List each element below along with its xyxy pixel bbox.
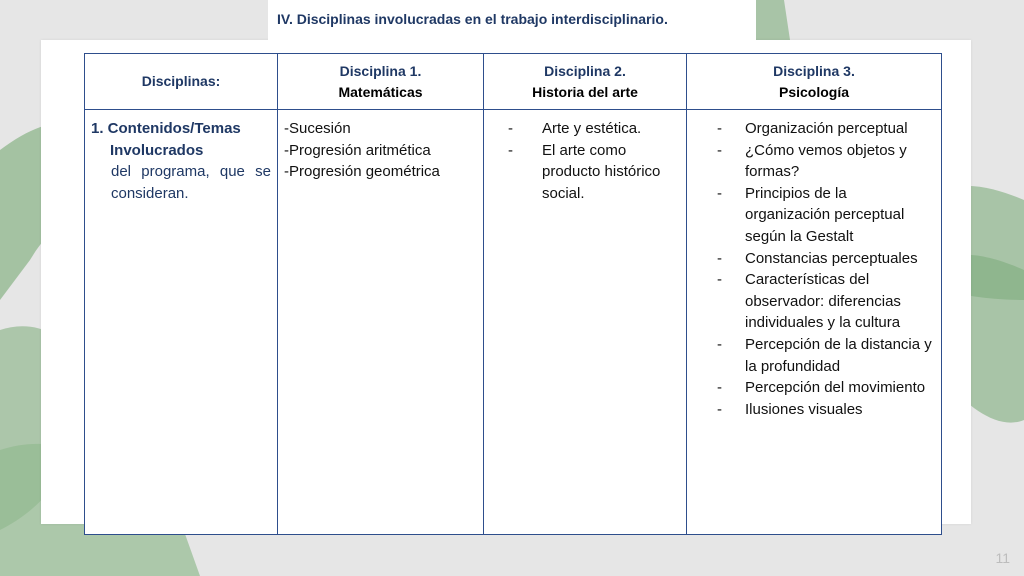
list-item: - Organización perceptual — [693, 118, 935, 140]
header-disciplina-1 — [278, 54, 484, 110]
list — [490, 118, 680, 204]
header-disciplina-3 — [687, 54, 942, 110]
header-label: Disciplinas: — [141, 73, 221, 89]
list-item: - Arte y estética. — [490, 118, 680, 140]
list-item: -Sucesión — [284, 120, 351, 137]
list — [693, 118, 935, 420]
row-header-title — [91, 118, 271, 161]
list-item: - ¿Cómo vemos objetos y formas? — [693, 140, 935, 183]
cell-historia-del-arte — [484, 110, 687, 535]
table-header-row — [85, 54, 942, 110]
list-item: - Características del observador: diferencias individuales y la cultura — [693, 269, 935, 334]
header-label: Disciplina 2. — [544, 62, 626, 79]
list-item: - Percepción de la distancia y la profundidad — [693, 334, 935, 377]
header-subject: Matemáticas — [338, 83, 423, 100]
header-label: Disciplina 3. — [773, 62, 855, 79]
cell-matematicas — [278, 110, 484, 535]
list-item: - Percepción del movimiento — [693, 377, 935, 399]
row-header-line2: Involucrados — [110, 141, 204, 159]
list-item: -Progresión geométrica — [284, 163, 440, 181]
disciplines-table — [84, 53, 942, 535]
row-header-cell — [85, 110, 278, 535]
page-number: 11 — [995, 550, 1010, 566]
row-header-line1: 1. Contenidos/Temas — [91, 120, 241, 137]
cell-psicologia — [687, 110, 942, 535]
slide-title: IV. Disciplinas involucradas en el trabajo interdisciplinario. — [277, 11, 668, 27]
list-item: - El arte como producto histórico social. — [490, 140, 680, 205]
header-label: Disciplina 1. — [339, 62, 422, 79]
list-item: - Ilusiones visuales — [693, 399, 935, 421]
list-item: - Constancias perceptuales — [693, 248, 935, 270]
header-disciplinas — [85, 54, 278, 110]
list-item: - Principios de la organización perceptual según la Gestalt — [693, 183, 935, 248]
table-row — [85, 110, 942, 535]
header-subject: Psicología — [778, 83, 850, 100]
header-subject: Historia del arte — [532, 83, 638, 100]
row-header-description: del programa, que se consideran. — [111, 163, 271, 202]
list-item: -Progresión aritmética — [284, 141, 431, 159]
header-disciplina-2 — [484, 54, 687, 110]
